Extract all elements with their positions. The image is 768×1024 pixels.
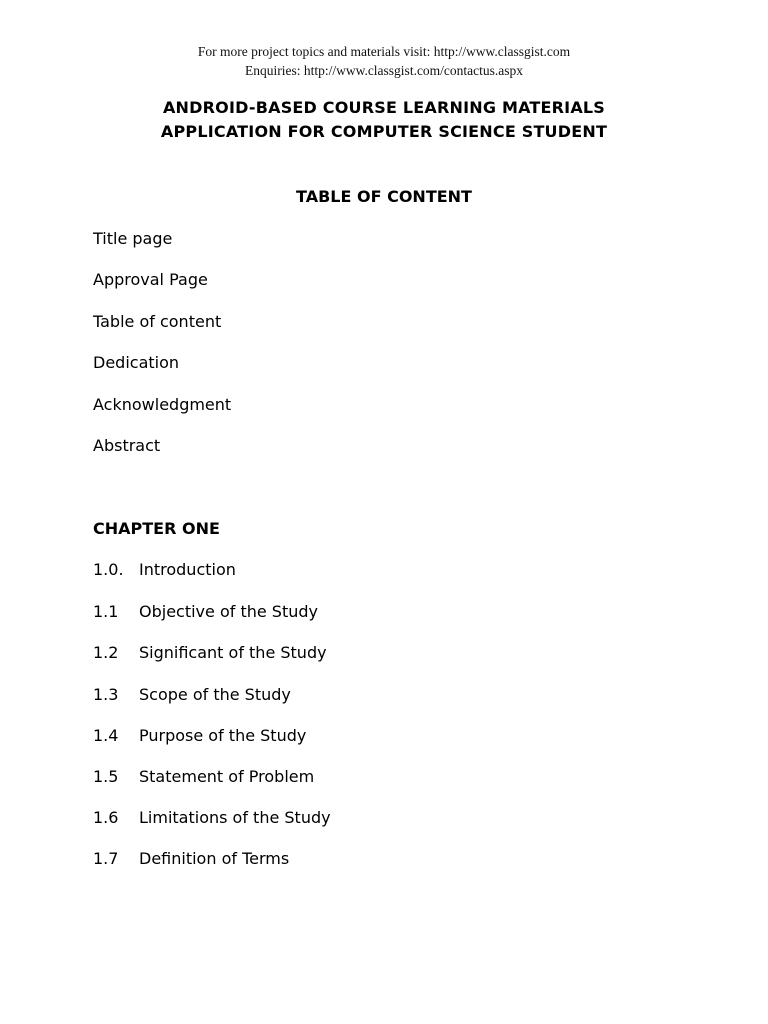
section-title: Introduction [139, 560, 236, 579]
header-enquiries-line: Enquiries: http://www.classgist.com/contactus.aspx [244, 63, 524, 78]
section-number: 1.7 [93, 849, 119, 868]
toc-item-table-of-content: Table of content [93, 312, 222, 331]
header-promo-line: For more project topics and materials visit: http://www.classgist.com [197, 44, 571, 59]
toc-item-acknowledgment: Acknowledgment [93, 395, 232, 414]
section-title: Limitations of the Study [139, 808, 331, 827]
section-title: Significant of the Study [139, 643, 327, 662]
toc-section [93, 601, 318, 623]
toc-section [93, 848, 289, 870]
toc-section [93, 559, 236, 581]
document-title [0, 96, 768, 144]
section-title: Statement of Problem [139, 767, 315, 786]
toc-item-title-page: Title page [93, 229, 173, 248]
section-number: 1.3 [93, 685, 119, 704]
section-title: Objective of the Study [139, 602, 318, 621]
page-header [0, 42, 768, 80]
toc-item-dedication: Dedication [93, 353, 180, 372]
document-title-line-1: ANDROID-BASED COURSE LEARNING MATERIALS [162, 98, 606, 117]
section-number: 1.2 [93, 643, 119, 662]
section-number: 1.4 [93, 726, 119, 745]
document-title-line-2: APPLICATION FOR COMPUTER SCIENCE STUDENT [160, 122, 608, 141]
section-number: 1.1 [93, 602, 119, 621]
toc-section [93, 642, 327, 664]
toc-section [93, 725, 306, 747]
section-title: Scope of the Study [139, 685, 291, 704]
section-number: 1.0. [93, 560, 124, 579]
toc-section [93, 766, 314, 788]
toc-item-approval-page: Approval Page [93, 270, 208, 289]
toc-item-abstract: Abstract [93, 436, 161, 455]
section-title: Definition of Terms [139, 849, 290, 868]
toc-section [93, 807, 331, 829]
toc-heading: TABLE OF CONTENT [296, 187, 472, 206]
chapter-heading: CHAPTER ONE [93, 519, 220, 538]
section-number: 1.6 [93, 808, 119, 827]
section-title: Purpose of the Study [139, 726, 307, 745]
toc-section [93, 684, 291, 706]
section-number: 1.5 [93, 767, 119, 786]
